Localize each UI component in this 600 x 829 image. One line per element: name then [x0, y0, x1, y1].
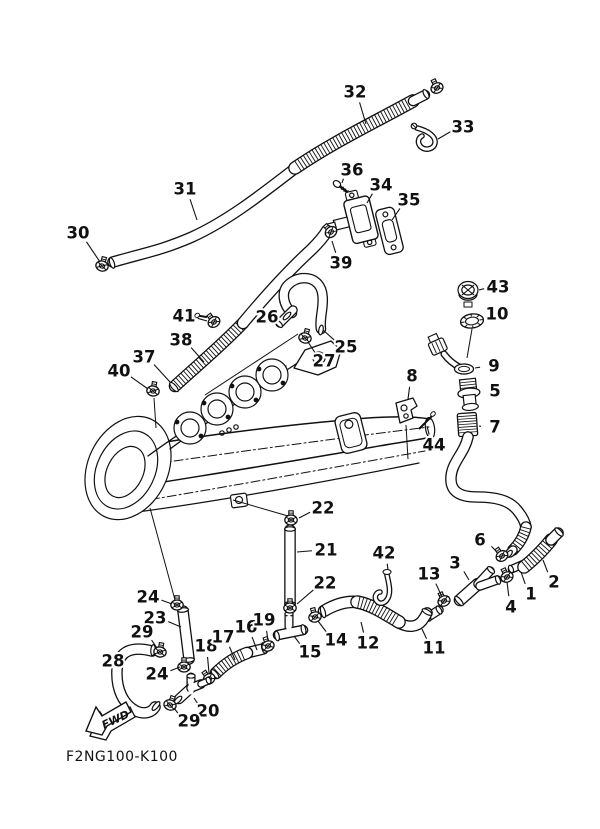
leader-line-18	[208, 657, 209, 673]
part-number-label-26: 26	[255, 307, 279, 327]
part-number-label-12: 12	[356, 633, 380, 653]
leader-line-40	[131, 377, 148, 389]
part-number-callouts	[67, 83, 560, 731]
part-number-label-22: 22	[311, 498, 335, 518]
part-number-label-13: 13	[417, 564, 441, 584]
part-number-label-5: 5	[489, 381, 501, 401]
leader-line-39	[332, 241, 336, 253]
leader-line-3	[464, 571, 469, 580]
part-number-label-1: 1	[525, 584, 537, 604]
part-number-label-31: 31	[173, 179, 197, 199]
clamp-22-upper	[285, 511, 297, 525]
leader-line-1	[521, 572, 525, 584]
part-number-label-34: 34	[369, 175, 393, 195]
leader-line-41	[198, 318, 207, 321]
part-number-label-3: 3	[449, 553, 461, 573]
part-number-label-27: 27	[312, 351, 336, 371]
part-number-label-24: 24	[136, 587, 160, 607]
part-number-label-29: 29	[130, 622, 154, 642]
leader-line-30	[86, 242, 100, 262]
leader-line-25	[323, 330, 335, 340]
leader-line-12	[361, 622, 364, 633]
part-number-label-23: 23	[143, 608, 167, 628]
part-number-label-7: 7	[489, 417, 501, 437]
part-number-label-29: 29	[177, 711, 201, 731]
bracket-8	[396, 398, 417, 423]
clamp-27	[298, 328, 314, 345]
valve-34	[318, 188, 381, 256]
part-number-label-22: 22	[313, 573, 337, 593]
part-number-label-33: 33	[451, 117, 475, 137]
part-number-label-20: 20	[196, 701, 220, 721]
part-number-label-8: 8	[406, 366, 418, 386]
part-number-label-18: 18	[194, 636, 218, 656]
part-number-label-16: 16	[234, 617, 258, 637]
part-number-label-17: 17	[211, 627, 235, 647]
leader-line-4	[507, 582, 509, 596]
part-number-label-40: 40	[107, 361, 131, 381]
drawing-code: F2NG100-K100	[66, 749, 178, 765]
part-number-label-2: 2	[548, 572, 560, 592]
leader-line-2	[543, 560, 548, 572]
leader-line-43	[479, 289, 484, 290]
clamp-29-upper	[153, 642, 168, 658]
part-number-label-9: 9	[488, 356, 500, 376]
hose-25-elbow-26	[274, 278, 324, 344]
part-number-label-32: 32	[343, 82, 367, 102]
clamp-top	[427, 77, 444, 95]
part-number-label-11: 11	[422, 638, 446, 658]
tube-21	[284, 511, 297, 613]
hose-7	[451, 437, 531, 559]
part-number-label-25: 25	[334, 337, 358, 357]
gasket-35	[375, 206, 405, 255]
leader-line-37	[154, 365, 170, 382]
leader-line-11	[422, 629, 427, 639]
fwd-arrow	[86, 702, 135, 740]
part-number-label-42: 42	[372, 543, 396, 563]
hook-33	[411, 123, 435, 149]
part-number-label-6: 6	[474, 530, 486, 550]
leader-line-22	[299, 512, 310, 518]
clamp-40	[146, 381, 161, 397]
junction-y	[424, 527, 564, 622]
hose-11-12	[274, 596, 433, 641]
part-number-label-39: 39	[329, 253, 353, 273]
part-number-label-30: 30	[66, 223, 90, 243]
leader-line-33	[438, 132, 450, 139]
part-number-label-36: 36	[340, 160, 364, 180]
part-number-label-15: 15	[298, 642, 322, 662]
leader-line-21	[297, 551, 312, 552]
part-number-label-19: 19	[252, 610, 276, 630]
part-number-label-21: 21	[314, 540, 338, 560]
part-number-label-35: 35	[397, 190, 421, 210]
part-number-label-37: 37	[132, 347, 156, 367]
leader-line-9	[475, 367, 480, 368]
part-number-label-38: 38	[169, 330, 193, 350]
leader-line-31	[190, 199, 197, 220]
leader-line-24	[161, 600, 172, 604]
part-number-label-24: 24	[145, 664, 169, 684]
hose-23	[171, 596, 195, 672]
hook-42	[375, 570, 391, 604]
leader-line-22	[297, 590, 314, 604]
clamp-24-upper	[171, 596, 183, 610]
part-number-label-44: 44	[422, 435, 446, 455]
part-number-label-4: 4	[505, 597, 517, 617]
part-number-label-10: 10	[485, 304, 509, 324]
part-number-label-14: 14	[324, 630, 348, 650]
part-number-label-43: 43	[486, 277, 510, 297]
clamp-6	[492, 545, 510, 564]
fwd-label: FWD	[99, 707, 132, 732]
leader-line-8	[408, 387, 410, 399]
part-number-label-28: 28	[101, 651, 125, 671]
part-number-label-41: 41	[172, 306, 196, 326]
